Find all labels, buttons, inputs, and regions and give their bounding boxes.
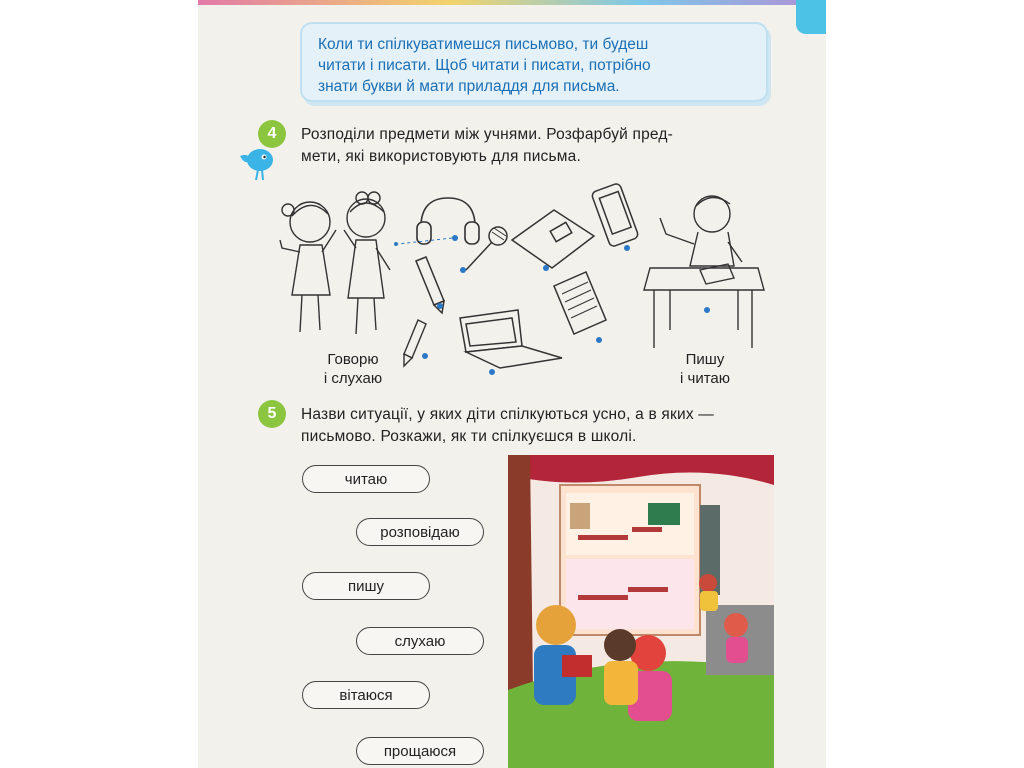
workbook-page [198, 0, 826, 768]
caption-speak-listen [308, 350, 398, 388]
word-card-rozpovidayu[interactable]: розповідаю [356, 518, 484, 546]
word-card-proshchayusya[interactable]: прощаюся [356, 737, 484, 765]
word-card-pyshu[interactable]: пишу [302, 572, 430, 600]
word-card-chytayu[interactable]: читаю [302, 465, 430, 493]
caption-write-read [660, 350, 750, 388]
task-5-text [301, 404, 801, 448]
word-card-vitayusya[interactable]: вітаюся [302, 681, 430, 709]
word-card-slukhayu[interactable]: слухаю [356, 627, 484, 655]
info-line-2: читати і писати. Щоб читати і писати, потрібно [318, 57, 651, 74]
task-4-badge: 4 [258, 120, 286, 148]
task-5-line-1: Назви ситуації, у яких діти спілкуються усно, а в яких — [301, 406, 714, 423]
task-5-line-2: письмово. Розкажи, як ти спілкуєшся в школі. [301, 428, 637, 445]
task-4-line-1: Розподіли предмети між учнями. Розфарбуй пред- [301, 126, 674, 143]
caption-right-line-1: Пишу [685, 351, 725, 368]
school-scene-illustration [508, 455, 774, 768]
info-line-3: знати букви й мати приладдя для письма. [318, 78, 620, 95]
caption-right-line-2: і читаю [680, 370, 730, 387]
link-dots [198, 0, 826, 400]
task-4-line-2: мети, які використовують для письма. [301, 148, 581, 165]
task-5-badge: 5 [258, 400, 286, 428]
info-line-1: Коли ти спілкуватимешся письмово, ти будеш [318, 36, 649, 53]
caption-left-line-2: і слухаю [323, 370, 383, 387]
caption-left-line-1: Говорю [327, 351, 379, 368]
